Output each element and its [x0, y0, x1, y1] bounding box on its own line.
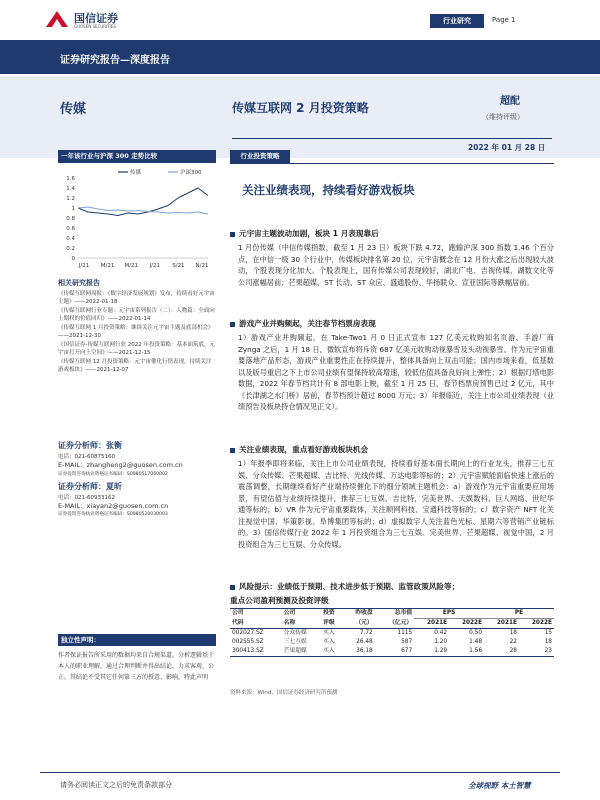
analyst-block [58, 440, 216, 519]
th-close: 昨收盘 [355, 610, 373, 617]
th-eps: EPS [414, 609, 484, 619]
x-tick-label: M/21 [100, 263, 115, 269]
y-tick-label: 1.6 [66, 176, 75, 182]
rating: 超配 [500, 96, 520, 107]
y-tick-label: 0.2 [66, 246, 75, 252]
th-cap: 总市值 [394, 610, 413, 617]
legend-label: 传媒 [130, 170, 142, 176]
th-pe: PE [484, 609, 554, 619]
header [0, 0, 600, 38]
table-row: 300413.SZ 芒果超媒 买入 36.18 677 1.29 1.56 28 23 [232, 648, 552, 654]
section-tag-line [230, 163, 554, 164]
th-pe-2022: 2022E [531, 620, 552, 626]
legend-label: 沪深300 [180, 170, 202, 176]
bullet-square-icon [230, 232, 235, 237]
bullet-square-icon [230, 585, 235, 590]
table-title: 重点公司盈利预测及投资评级 [230, 596, 329, 605]
independence-text: 作者保证报告所采用的数据均来自合规渠道，分析逻辑基于本人的职业理解，通过合理判断并得出结论，力求客观、公正。其结论不受其它任何第三方的授意、影响，特此声明 [58, 652, 215, 681]
related-item[interactable]: 《传媒互联网 1 月投资策略：继续关注元宇宙主题及底部机会》——2021-12-30 [58, 325, 214, 339]
left-column [58, 150, 216, 760]
x-tick-label: S/21 [172, 263, 185, 269]
th-rating-2: 评级 [323, 619, 335, 626]
bullet-1 [230, 228, 554, 288]
analyst-1-license: 证券投资咨询执业资格证书编码：S0980517060002 [58, 471, 168, 477]
bullet-2-head: 游戏产业并购频起，关注春节档票房表现 [239, 319, 376, 328]
trend-chart [58, 166, 216, 274]
bullet-3-body: 1）年报季即将来临，关注上市公司业绩表现，持续看好基本面长期向上的行业龙头，推荐三七互娱、分众传媒、芒果超媒、吉比特、光线传媒、万达电影等标的；2）元宇宙赋能面临快速上涨后的震荡调整，长期继续看好产业端持续催化下的细分领域主题机会：a）游戏作为元宇宙重要应用场景，有望估值与业绩持续提升，推荐三七互娱、吉比特，完美世界、天娱数科、巨人网络、世纪华通等标的；b）VR 作为元宇宙重要载体，关注顺网科技、宝通科技等标的；c）数字资产 NFT 化关注视觉中国、华策影视、阜博集团等标的；d）虚拟数字人关注蓝色光标、星期六等营销产业链标的。3）国信传媒行业 2022 年 1 月投资组合为三七互娱、完美世界、芒果超媒、视觉中国，2 月投资组合为三七互娱、分众传媒。 [238, 459, 554, 549]
related-item[interactable]: 《国信证券-传媒互联网行业 2022 年投资策略：基本面筑底，元宇宙打开向上空间》——2021-12-15 [58, 342, 215, 356]
analyst-2-phone: 电话：021-60933162 [58, 494, 115, 501]
bullet-square-icon [230, 322, 235, 327]
related-list [58, 290, 216, 375]
th-cap-2: （亿元） [388, 619, 413, 626]
th-eps-2021: 2021E [427, 620, 448, 626]
rating-sub: （维持评级） [482, 113, 524, 121]
analyst-2-license: 证券投资咨询执业资格证书编码：S0980520030003 [58, 512, 168, 517]
chart-title: 一年该行业与沪深 300 走势比较 [58, 150, 216, 163]
title-divider [232, 138, 552, 139]
footer [0, 772, 600, 800]
x-tick-label: J/21 [78, 263, 90, 269]
th-pe-2021: 2021E [496, 620, 517, 626]
analyst-1-title: 证券分析师：张衡 [58, 441, 122, 450]
table-row: 002555.SZ 三七互娱 买入 26.48 587 1.20 1.48 22 18 [232, 639, 552, 645]
table-header-row-1 [230, 609, 554, 619]
bullet-4 [230, 581, 554, 592]
banner-title: 证券研究报告—深度报告 [60, 55, 170, 66]
y-tick-label: 0.6 [66, 226, 75, 232]
table-header-row-2 [230, 619, 554, 629]
related-item[interactable]: 《传媒互联网周报：《数字经济发展规划》发布，持续看好元宇宙主题》——2022-01-18 [58, 291, 215, 305]
industry-tag: 行业研究 [430, 14, 484, 28]
y-tick-label: 0.4 [66, 236, 75, 242]
trend-chart-svg [58, 166, 216, 274]
table-row: 002027.SZ 分众传媒 买入 7.72 1115 0.42 0.50 18 15 [232, 630, 552, 636]
footer-disclaimer[interactable]: 请务必阅读正文之后的免责条款部分 [60, 781, 172, 789]
report-date: 2022 年 01 月 28 日 [468, 143, 546, 152]
bullet-2 [230, 318, 554, 413]
report-title: 传媒互联网 2 月投资策略 [232, 101, 369, 115]
th-eps-2022: 2022E [461, 620, 483, 626]
x-tick-label: M/21 [124, 263, 139, 269]
analyst-1-phone: 电话：021-60875160 [58, 454, 115, 460]
related-title: 相关研究报告 [58, 279, 100, 287]
y-tick-label: 1.4 [66, 186, 75, 192]
logo-icon [44, 9, 70, 29]
bullet-square-icon [230, 448, 235, 453]
analyst-2-email[interactable]: E-MAIL：xiayan2@guosen.com.cn [58, 501, 169, 510]
related-item[interactable]: 《传媒互联网 12 月投资策略：元宇宙催化行情表现，持续关注游戏板块》——2021-12-07 [58, 359, 212, 373]
th-name-2: 名称 [283, 619, 296, 626]
footer-slogan: 全球视野 本土智慧 [468, 781, 531, 790]
main-column [230, 150, 554, 770]
analyst-2-title: 证券分析师：夏昕 [58, 481, 122, 491]
page-number: Page 1 [492, 16, 516, 24]
logo-cn: 国信证券 [74, 12, 118, 25]
y-tick-label: 1 [71, 206, 75, 212]
th-close-2: （元） [355, 619, 373, 626]
x-tick-label: J/21 [149, 263, 161, 269]
x-tick-label: N/21 [195, 263, 209, 269]
section-tag: 行业投资策略 [230, 150, 290, 163]
risk-warning: 风险提示：业绩低于预期、技术进步低于预期、监管政策风险等； [239, 582, 460, 591]
footer-line [40, 772, 560, 773]
bullet-3-head: 关注业绩表现，重点看好游戏板块机会 [239, 445, 369, 454]
banner [0, 40, 600, 74]
sector-name: 传媒 [60, 102, 87, 117]
y-tick-label: 1.2 [66, 196, 75, 202]
y-tick-label: 0.8 [66, 216, 75, 222]
logo-en: GUOSEN SECURITIES [74, 24, 116, 29]
bullet-1-head: 元宇宙主题波动加剧，板块 1 月表现靠后 [239, 229, 379, 238]
y-tick-label: 0 [71, 256, 75, 262]
table-source: 资料来源：Wind、国信证券经济研究所预测 [230, 690, 338, 696]
th-rating: 投资 [323, 610, 335, 617]
earnings-table [230, 608, 554, 657]
headline: 关注业绩表现，持续看好游戏板块 [242, 183, 415, 197]
th-code-2: 代码 [232, 619, 244, 626]
analyst-1-email[interactable]: E-MAIL：zhangheng2@guosen.com.cn [58, 461, 183, 469]
bullet-2-body: 1）游戏产业并购频起，在 Take-Two1 月 0 日正式宣布 127 亿美元收购知名页游、手游厂商 Zynga 之后，1 月 18 日，微软宣布将斥资 687 亿美元收购动视暴雪及头动视暴雪。作为元宇宙重要落地产品形态，游戏产业重要性正在持续提升，整体具备向上双击可能；国内市场来看，低基数以及版号重启之下上市公司业绩有望保持较高增速，较低估值具备良好向上弹性；2）根据灯塔电影数据，2022 年春节档共计有 8 部电影上映，截至 1 月 25 日，春节档票房预售已过 2 亿元，其中《长津湖之水门桥》居前，春节档预计超过 8000 万元；3）年报临近，关注上市公司业绩表现（业绩预告及板块持仓情况见正文）。 [238, 333, 554, 411]
th-code: 公司 [232, 610, 244, 617]
th-name: 公司 [283, 610, 296, 617]
bullet-1-body: 1 月份传媒（中信传媒指数，截至 1 月 23 日）板块下跌 4.72，跑输沪深 300 指数 1.46 个百分点，在中信一级 30 个行业中，传媒板块排名第 20 位，元宇宙概念在 12 月份大涨之后出现较大波动，个股表现分化加大。个股表现上，国有传媒公司表现较好，湖北广电、吉视传媒、湖数文化等公司涨幅居前；芒果超媒、ST 长动、ST 众应、盛通股份、华扬联众、宣亚国际等跌幅居前。 [238, 243, 554, 287]
title-row [0, 76, 600, 158]
related-item[interactable]: 《传媒互联网行业专题：元宇宙系列报告（二）：人物篇：全面向上期权的价值回归》——2022-01-14 [58, 308, 215, 322]
independence-title: 独立性声明： [58, 634, 216, 646]
bullet-3 [230, 444, 554, 550]
